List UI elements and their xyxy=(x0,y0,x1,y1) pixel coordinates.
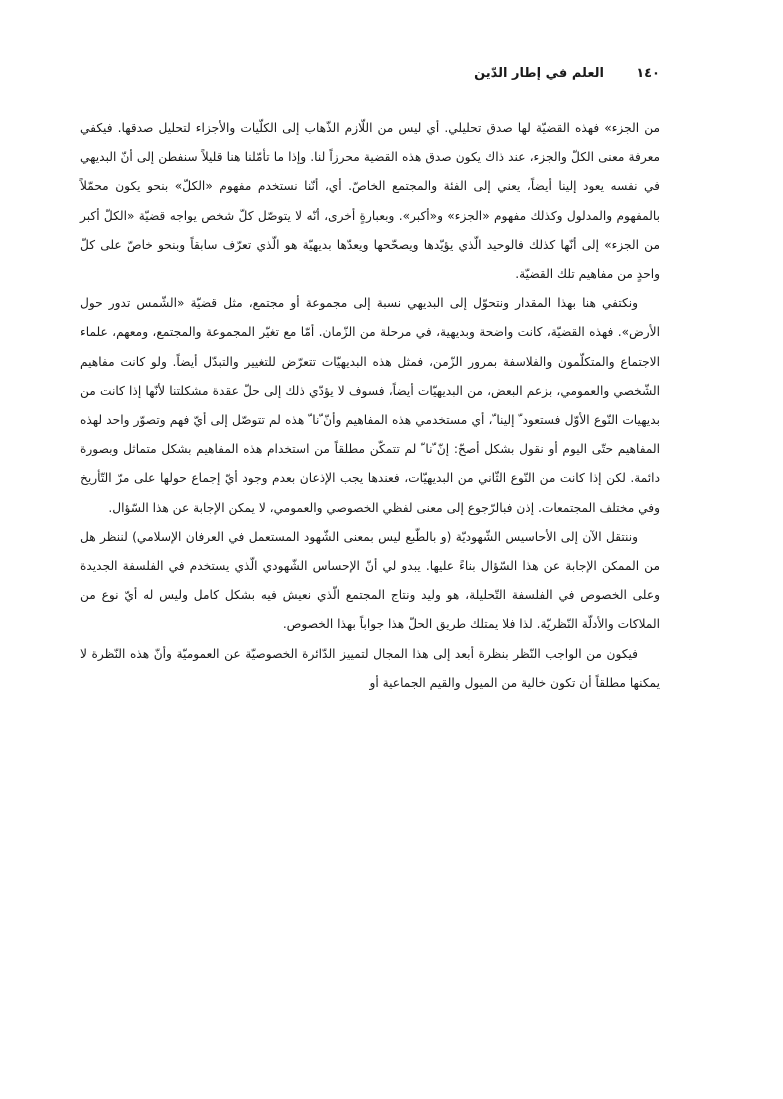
page-number: ١٤٠ xyxy=(636,66,660,81)
paragraph: ونكتفي هنا بهذا المقدار ونتحوّل إلى البديهي نسبة إلى مجموعة أو مجتمع، مثل قضيّة «الشّمس تدور حول الأرض». فهذه القضيّة، كانت واضحة وبديهية، في مرحلة من الزّمان. أمّا مع تغيّر المجموعة والمجتمع، ومعهم، علماء الاجتماع والمتكلّمون والفلاسفة بمرور الزّمن، فمثل هذه البديهيّات تتعرّض للتغيير والتبدّل أيضاً. ولو كانت مفاهيم الشّخصي والعمومي، بزعم البعض، من البديهيّات أيضاً، فسوف لا يؤدّي ذلك إلى حلّ عقدة مشكلتنا لأنّها إذا كانت من بديهيات النّوع الأوّل فستعود ّ إلينا ّ، أي مستخدمي هذه المفاهيم وأنّ ّنا ّ هذه لم تتوصّل إلى أيّ فهم وتصوّر واحد لهذه المفاهيم حتّى اليوم أو نقول بشكل أصحّ: إنّ ّنا ّ لم تتمكّن مطلقاً من استخدام هذه المفاهيم بشكل متماثل وبصورة دائمة. لكن إذا كانت من النّوع الثّاني من البديهيّات، فعندها يجب الإذعان بعدم وجود أيّ إجماع حولها على مرّ التّأريخ وفي مختلف المجتمعات. إذن فبالرّجوع إلى معنى لفظي الخصوصي والعمومي، لا يمكن الإجابة عن هذا السّؤال. xyxy=(80,296,660,515)
body-text xyxy=(80,114,660,698)
running-title: العلم في إطار الدّين xyxy=(474,66,604,81)
page-header xyxy=(80,62,660,86)
paragraph: وننتقل الآن إلى الأحاسيس الشّهوديّة (و بالطّبع ليس بمعنى الشّهود المستعمل في العرفان الإسلامي) لننظر هل من الممكن الإجابة عن هذا السّؤال بناءً عليها. يبدو لي أنّ الإحساس الشّهودي الّذي يستخدم في الفلسفة الجديدة وعلى الخصوص في الفلسفة التّحليلة، هو وليد ونتاج المجتمع الّذي نعيش فيه بشكل كامل وليس له أيّ نوع من الملاكات والأدلّة النّظريّة. لذا فلا يمتلك طريق الحلّ هذا جواباً بهذا الخصوص. xyxy=(80,529,660,632)
paragraph: فيكون من الواجب النّظر بنظرة أبعد إلى هذا المجال لتمييز الدّائرة الخصوصيّة عن العموميّة وأنّ هذه النّظرة لا يمكنها مطلقاً أن تكون خالية من الميول والقيم الجماعية أو xyxy=(80,646,660,690)
paragraph: من الجزء» فهذه القضيّة لها صدق تحليلي. أي ليس من اللّازم الذّهاب إلى الكلّيات والأجزاء لتحليل صدقها. فيكفي معرفة معنى الكلّ والجزء، عند ذاك يكون صدق هذه القضية محرزاً لنا. وإذا ما تأمّلنا هنا قليلاً سنفطن إلى أنّ البديهي في نفسه يعود إلينا أيضاً، يعني إلى الفئة والمجتمع الخاصّ. أي، أنّنا نستخدم مفهوم «الكلّ» بنحو يكون محمّلاً بالمفهوم والمدلول وكذلك مفهوم «الجزء» و«أكبر». وبعبارةٍ أخرى، أنّه لا يتوصّل كلّ شخص يواجه قضيّة «الكلّ أكبر من الجزء» إلى أنّها كذلك فالوحيد الّذي يؤيّدها ويصحّحها ويعدّها بديهيّة هو الّذي تعرّف سابقاً وبنحو خاصّ على كلّ واحدٍ من مفاهيم تلك القضيّة. xyxy=(80,121,660,282)
